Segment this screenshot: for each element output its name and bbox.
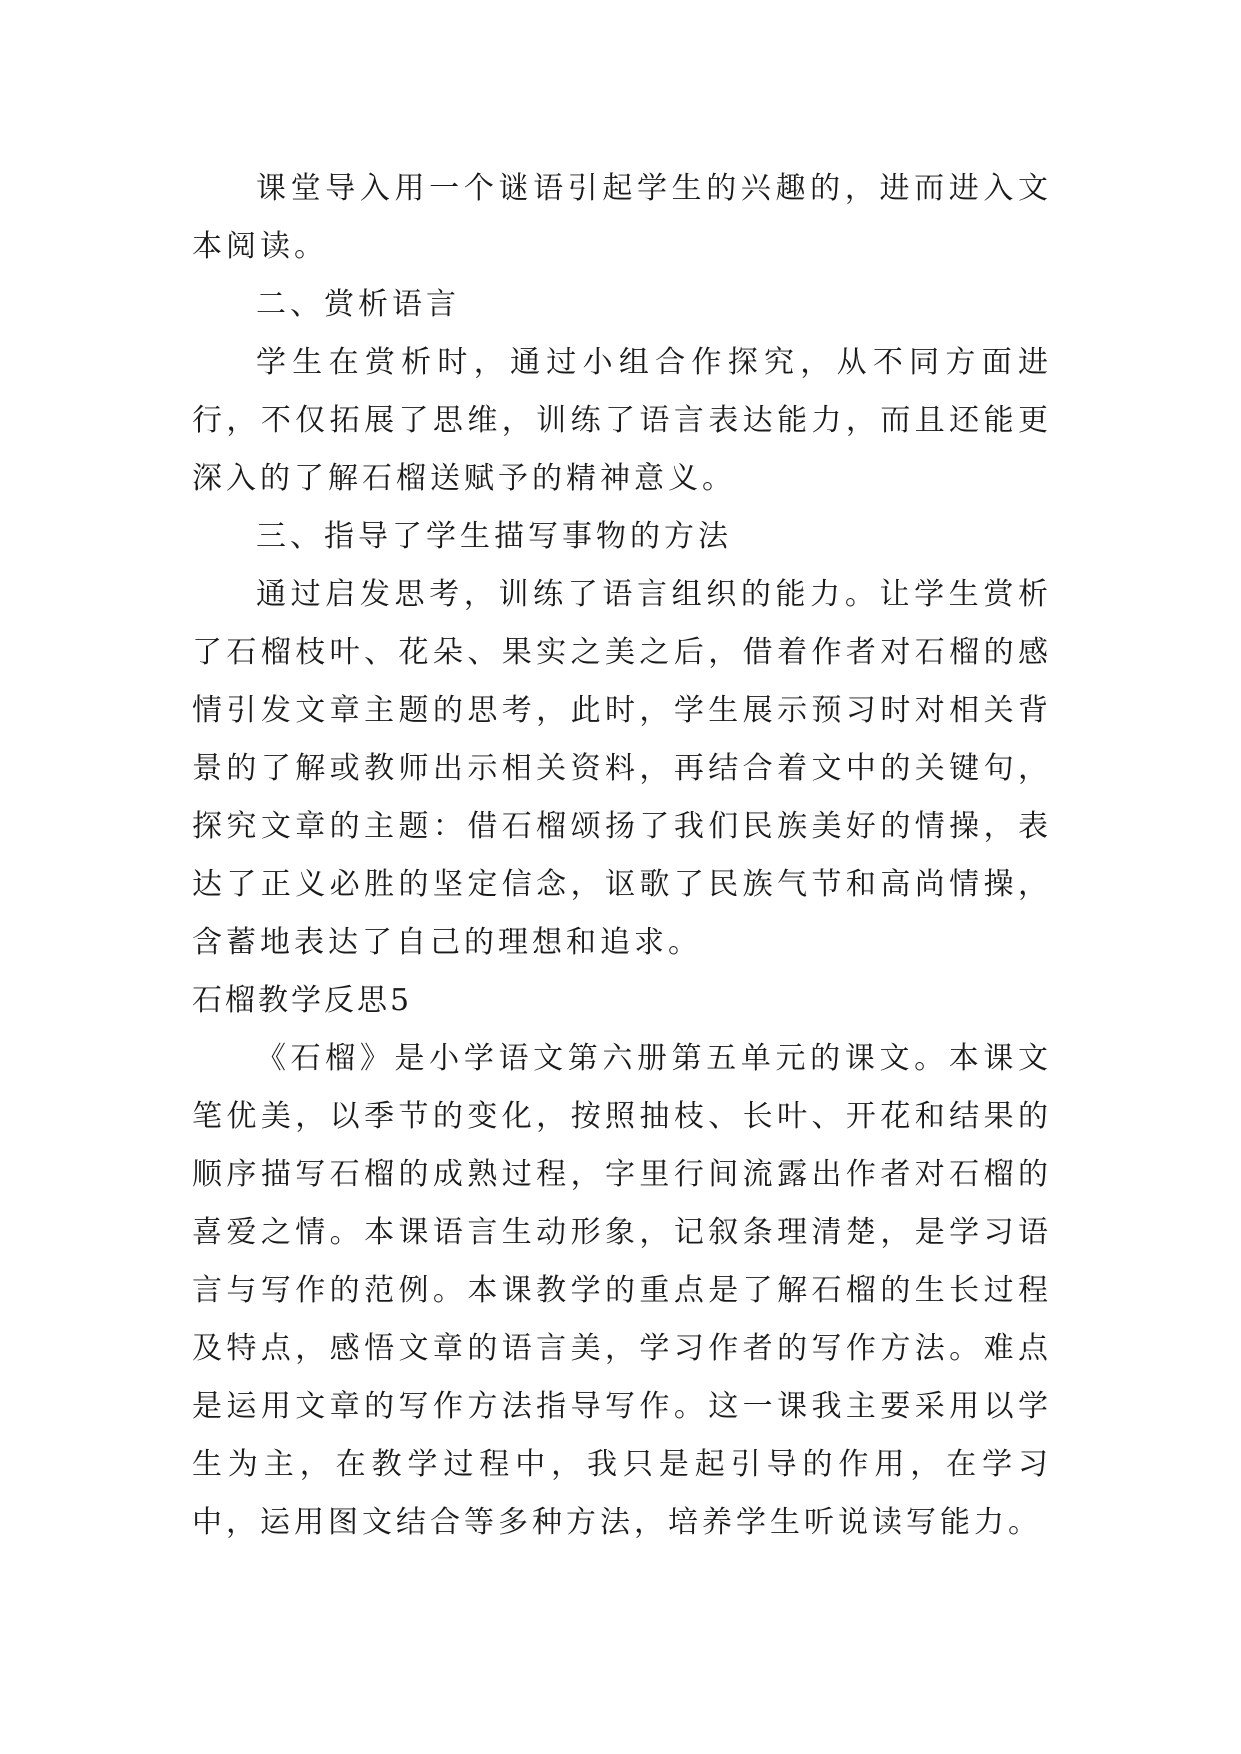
heading-writing-method: 三、指导了学生描写事物的方法 <box>256 519 732 554</box>
paragraph-reflection-5: 《石榴》是小学语文第六册第五单元的课文。本课文笔优美，以季节的变化，按照抽枝、长叶、开花和结果的顺序描写石榴的成熟过程，字里行间流露出作者对石榴的喜爱之情。本课语言生动形象，记叙条理清楚，是学习语言与写作的范例。本课教学的重点是了解石榴的生长过程及特点，感悟文章的语言美，学习作者的写作方法。难点是运用文章的写作方法指导写作。这一课我主要采用以学生为主，在教学过程中，我只是起引导的作用，在学习中，运用图文结合等多种方法，培养学生听说读写能力。 <box>192 1041 1052 1540</box>
paragraph-writing-method: 通过启发思考，训练了语言组织的能力。让学生赏析了石榴枝叶、花朵、果实之美之后，借着作者对石榴的感情引发文章主题的思考，此时，学生展示预习时对相关背景的了解或教师出示相关资料，再结合着文中的关键句，探究文章的主题：借石榴颂扬了我们民族美好的情操，表达了正义必胜的坚定信念，讴歌了民族气节和高尚情操，含蓄地表达了自己的理想和追求。 <box>192 577 1052 960</box>
paragraph-intro: 课堂导入用一个谜语引起学生的兴趣的，进而进入文本阅读。 <box>192 171 1052 264</box>
heading-appreciate-language: 二、赏析语言 <box>256 287 460 322</box>
section-title-reflection-5: 石榴教学反思5 <box>192 983 413 1018</box>
document-body <box>192 160 1052 1552</box>
paragraph-appreciate-language: 学生在赏析时，通过小组合作探究，从不同方面进行，不仅拓展了思维，训练了语言表达能力，而且还能更深入的了解石榴送赋予的精神意义。 <box>192 345 1052 496</box>
